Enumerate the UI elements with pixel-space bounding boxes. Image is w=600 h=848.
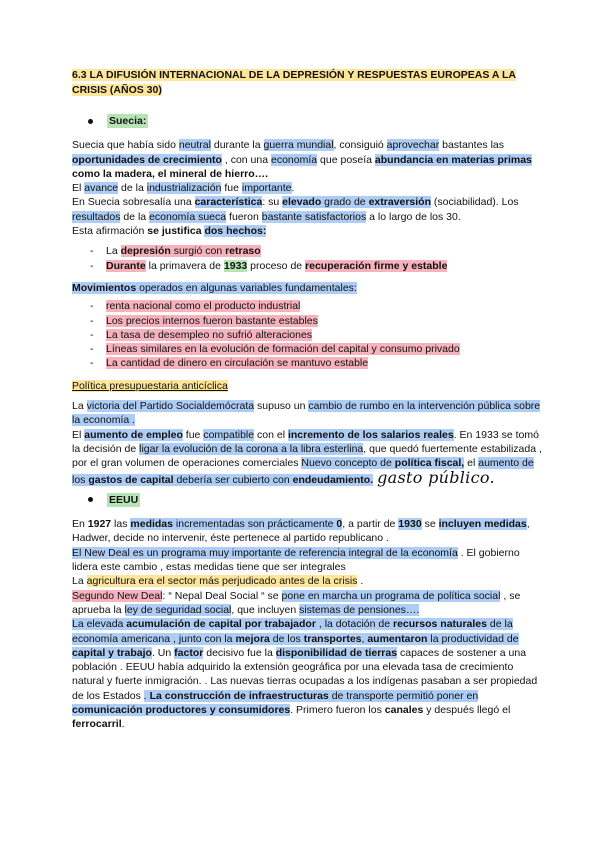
movimientos-line: Movimientos operados en algunas variables fundamentales:	[72, 281, 357, 294]
section-title: 6.3 LA DIFUSIÓN INTERNACIONAL DE LA DEPRESIÓN Y RESPUESTAS EUROPEAS A LA CRISIS (AÑOS 30)	[72, 69, 516, 96]
bullet-icon	[88, 497, 93, 502]
eeuu-paragraph-1: En 1927 las medidas incrementadas son prácticamente 0, a partir de 1930 se incluyen medidas, Hadwer, decide no intervenir, éste pertenece al partido republicano .	[72, 518, 530, 545]
eeuu-paragraph-5: La elevada acumulación de capital por trabajador , la dotación de recursos naturales de la economía americana , junto con la mejora de los transportes, aumentaron la productividad de capital y trabajo. Un factor decisivo fue la disponibilidad de tierras capaces de sostener a una población . EEUU había adquirido la extensión geográfica por una elevada tasa de crecimiento natural y fuerte inmigración. . Las nuevas tierras ocupadas a los indígenas pasaban a ser propiedad de los Estados . La construcción de infraestructuras de transporte permitió poner en comunicación productores y consumidores. Primero fueron los canales y después llegó el ferrocarril.	[72, 618, 538, 731]
handwritten-note: gasto público.	[377, 467, 495, 487]
variables-list	[72, 299, 542, 370]
eeuu-paragraph-3: La agricultura era el sector más perjudicado antes de la crisis .	[72, 575, 364, 588]
politica-subheading: Política presupuestaria anticíclica	[72, 379, 228, 392]
list-item: - La cantidad de dinero en circulación se mantuvo estable	[90, 356, 542, 370]
eeuu-paragraph-4: Segundo New Deal: “ Nepal Deal Social “ se pone en marcha un programa de política social , se aprueba la ley de seguridad social, que incluyen sistemas de pensiones….	[72, 589, 521, 616]
suecia-paragraph-3: En Suecia sobresalía una característica: su elevado grado de extraversión (sociabilidad). Los resultados de la economía sueca fueron bastante satisfactorios a lo largo de los 30.	[72, 196, 519, 223]
list-item: - Los precios internos fueron bastante estables	[90, 314, 542, 328]
suecia-paragraph-5: La victoria del Partido Socialdemócrata supuso un cambio de rumbo en la intervención pública sobre la economía .	[72, 400, 541, 427]
suecia-paragraph-4: Esta afirmación se justifica dos hechos:	[72, 225, 267, 238]
suecia-paragraph-2: El avance de la industrialización fue importante.	[72, 182, 295, 195]
list-item: - renta nacional como el producto industrial	[90, 299, 542, 313]
list-item: - Durante la primavera de 1933 proceso de recuperación firme y estable	[90, 259, 542, 273]
hechos-list	[72, 244, 542, 273]
suecia-heading: Suecia:	[88, 114, 542, 128]
bullet-icon	[88, 119, 93, 124]
list-item: - La tasa de desempleo no sufrió alteraciones	[90, 328, 542, 342]
list-item: - La depresión surgió con retraso	[90, 244, 542, 258]
document-page	[72, 68, 542, 732]
list-item: - Líneas similares en la evolución de formación del capital y consumo privado	[90, 342, 542, 356]
eeuu-paragraph-2: El New Deal es un programa muy importante de referencia integral de la economía . El gobierno lidera este cambio , estas medidas tiene que ser integrales	[72, 546, 520, 574]
suecia-paragraph-1: Suecia que había sido neutral durante la guerra mundial, consiguió aprovechar bastantes las oportunidades de crecimiento , con una economía que poseía abundancia en materias primas como la madera, el mineral de hierro….	[72, 139, 532, 180]
suecia-paragraph-6: El aumento de empleo fue compatible con el incremento de los salarios reales. En 1933 se tomó la decisión de ligar la evolución de la corona a la libra esterlina, que quedó fuertemente estabilizada , por el gran volumen de operaciones comerciales Nuevo concepto de política fiscal, el aumento de los gastos de capital debería ser cubierto con endeudamiento. gasto público.	[72, 428, 542, 487]
eeuu-heading: EEUU	[88, 493, 542, 507]
